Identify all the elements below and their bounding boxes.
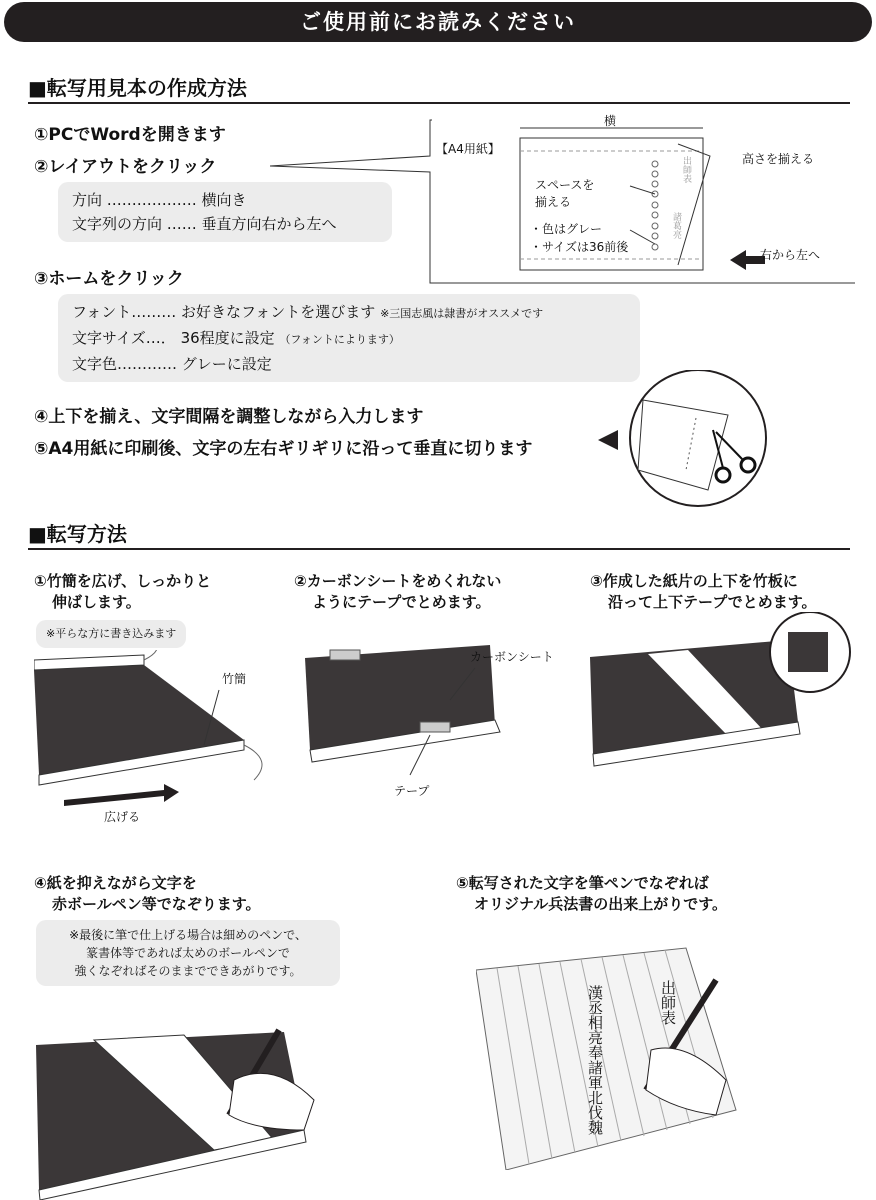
orientation-setting: 方向 ……………… 横向き [72, 191, 247, 209]
transfer-step-5: ⑤転写された文字を筆ペンでなぞれば オリジナル兵法書の出来上がりです。 [456, 874, 728, 913]
divider [28, 548, 850, 550]
step-1: ①PCでWordを開きます [34, 125, 226, 145]
flat-side-note: ※平らな方に書き込みます [36, 620, 186, 648]
paper-taped-illustration [588, 612, 868, 782]
step-3: ③ホームをクリック [34, 269, 184, 289]
transfer-step-2: ②カーボンシートをめくれない ようにテープでとめます。 [294, 572, 502, 611]
sample-author: 諸葛亮 [671, 212, 681, 239]
step-5: ⑤A4用紙に印刷後、文字の左右ギリギリに沿って垂直に切ります [34, 439, 533, 459]
step-2: ②レイアウトをクリック [34, 157, 217, 177]
direction-label: 右から左へ [760, 248, 821, 262]
step-4: ④上下を揃え、文字間隔を調整しながら入力します [34, 407, 424, 427]
transfer-step-1: ①竹簡を広げ、しっかりと 伸ばします。 [34, 572, 212, 611]
header-banner: ご使用前にお読みください [4, 2, 872, 42]
finished-scroll-illustration [476, 940, 766, 1170]
section-title-making-sample: ■転写用見本の作成方法 [28, 76, 247, 100]
height-align-label: 高さを揃える [742, 152, 815, 166]
text-direction-setting: 文字列の方向 …… 垂直方向右から左へ [72, 215, 337, 233]
size-note: （フォントによります） [279, 333, 400, 346]
scroll-title: 出師表 [659, 980, 677, 1025]
paper-label: 【A4用紙】 [436, 142, 500, 156]
sample-title: 出師表 [681, 156, 691, 183]
carbon-sheet-label: カーボンシート [470, 650, 554, 664]
bamboo-label: 竹簡 [222, 672, 247, 686]
tracing-note-box: ※最後に筆で仕上げる場合は細めのペンで、 篆書体等であれば太めのボールペンで 強くなぞればそのままでできあがりです。 [36, 920, 340, 986]
section-title-transfer: ■転写方法 [28, 522, 127, 546]
divider [28, 102, 850, 104]
size-setting: 文字サイズ…． 36程度に設定 [72, 329, 275, 347]
size-note-label: ・サイズは36前後 [530, 240, 629, 254]
font-note: ※三国志風は隷書がオススメです [380, 307, 544, 320]
tracing-illustration [34, 1020, 354, 1200]
transfer-step-4: ④紙を抑えながら文字を 赤ボールペン等でなぞります。 [34, 874, 261, 913]
color-note: ・色はグレー [530, 222, 603, 236]
width-label: 横 [604, 114, 617, 128]
cutting-illustration [598, 370, 778, 510]
font-setting: フォント……… お好きなフォントを選びます [72, 303, 376, 321]
tape-label: テープ [394, 784, 430, 798]
scroll-body: 漢丞相亮奉諸軍北伐魏 [586, 985, 604, 1135]
spread-label: 広げる [104, 810, 141, 824]
transfer-step-3: ③作成した紙片の上下を竹板に 沿って上下テープでとめます。 [590, 572, 817, 611]
space-label: スペースを 揃える [535, 178, 595, 209]
color-setting: 文字色………… グレーに設定 [72, 355, 272, 373]
home-settings-box [58, 294, 640, 382]
